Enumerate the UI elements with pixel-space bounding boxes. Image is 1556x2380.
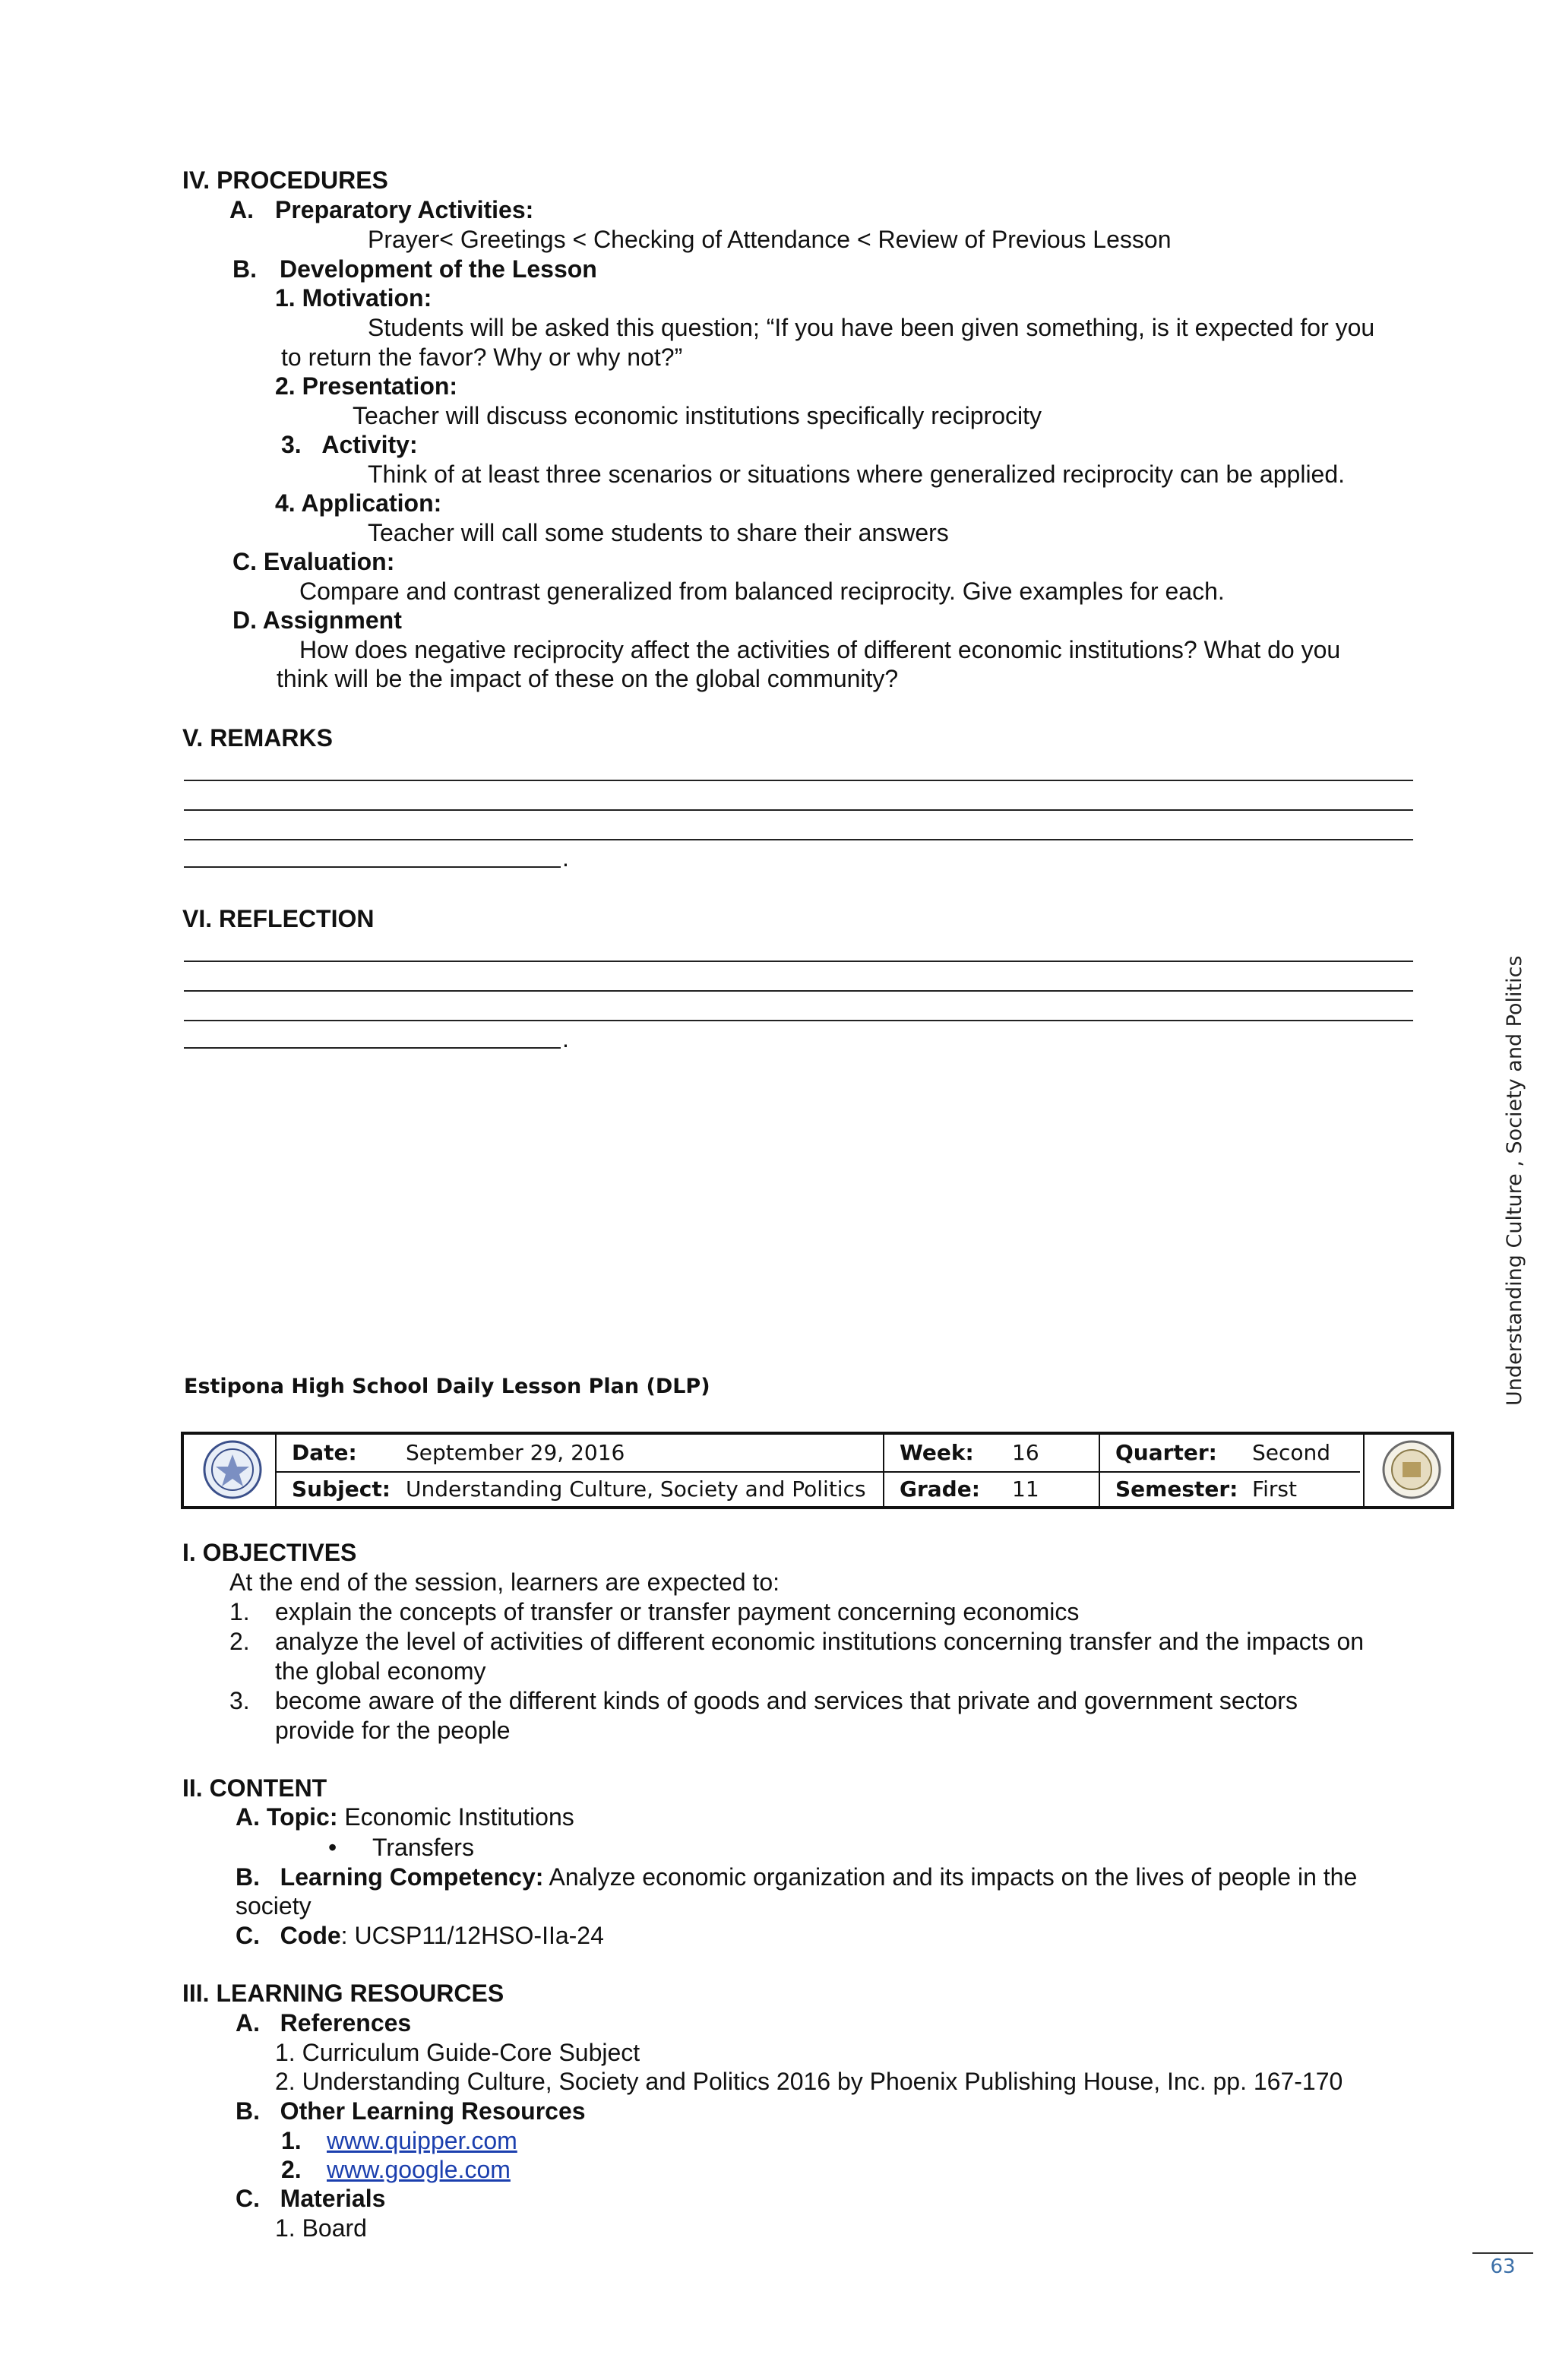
objective-item-continued: the global economy <box>275 1657 486 1685</box>
development-label: B. <box>232 255 257 283</box>
objective-item: analyze the level of activities of different economic institutions concerning transfer and the impacts on <box>275 1628 1365 1655</box>
remarks-end-mark: . <box>562 844 569 872</box>
assignment-text: How does negative reciprocity affect the activities of different economic institutions? What do you <box>299 636 1341 663</box>
assignment-title: D. Assignment <box>232 606 402 634</box>
motivation-text: Students will be asked this question; “If you have been given something, is it expected for you <box>368 314 1375 341</box>
reflection-line <box>184 1020 1413 1021</box>
code-value: : UCSP11/12HSO-IIa-24 <box>340 1922 604 1949</box>
reflection-line <box>184 990 1413 992</box>
link-number: 1. <box>281 2127 302 2154</box>
procedures-heading: IV. PROCEDURES <box>182 166 388 194</box>
page-number: 63 <box>1490 2255 1516 2278</box>
date-label: Date: <box>292 1440 357 1465</box>
semester-label: Semester: <box>1115 1476 1238 1502</box>
evaluation-title: C. Evaluation: <box>232 548 395 575</box>
reference-item: 1. Curriculum Guide-Core Subject <box>275 2039 640 2066</box>
remarks-line <box>184 866 561 868</box>
google-link[interactable]: www.google.com <box>327 2156 511 2183</box>
references-label: A. References <box>236 2009 412 2037</box>
preparatory-title: Preparatory Activities: <box>275 196 534 223</box>
development-title: Development of the Lesson <box>280 255 597 283</box>
reflection-end-mark: . <box>562 1025 569 1052</box>
materials-label: C. Materials <box>236 2185 386 2212</box>
preparatory-label: A. <box>229 196 254 223</box>
competency-label: B. Learning Competency: <box>236 1863 544 1891</box>
lesson-header-table <box>181 1432 1454 1509</box>
grade-label: Grade: <box>900 1476 980 1502</box>
material-item: 1. Board <box>275 2214 367 2242</box>
other-resources-label: B. Other Learning Resources <box>236 2097 586 2125</box>
quipper-link[interactable]: www.quipper.com <box>327 2127 517 2154</box>
motivation-title: 1. Motivation: <box>275 284 432 312</box>
objective-item: explain the concepts of transfer or transfer payment concerning economics <box>275 1598 1080 1625</box>
objectives-intro: At the end of the session, learners are expected to: <box>229 1568 780 1596</box>
assignment-text-2: think will be the impact of these on the global community? <box>277 665 899 692</box>
topic-bullet-item: Transfers <box>372 1834 474 1861</box>
subject-value: Understanding Culture, Society and Politics <box>406 1476 866 1502</box>
objective-item: become aware of the different kinds of goods and services that private and government sectors <box>275 1687 1298 1714</box>
reference-item: 2. Understanding Culture, Society and Politics 2016 by Phoenix Publishing House, Inc. pp. 167-170 <box>275 2068 1343 2095</box>
objective-number: 1. <box>229 1598 250 1625</box>
objective-number: 2. <box>229 1628 250 1655</box>
code-label: C. Code <box>236 1922 341 1949</box>
activity-text: Think of at least three scenarios or situations where generalized reciprocity can be applied. <box>368 460 1346 488</box>
topic-value: Economic Institutions <box>344 1803 574 1831</box>
content-heading: II. CONTENT <box>182 1774 327 1802</box>
objective-number: 3. <box>229 1687 250 1714</box>
preparatory-text: Prayer< Greetings < Checking of Attendance < Review of Previous Lesson <box>368 226 1172 253</box>
objective-item-continued: provide for the people <box>275 1717 511 1744</box>
subject-label: Subject: <box>292 1476 391 1502</box>
date-value: September 29, 2016 <box>406 1440 625 1465</box>
quarter-label: Quarter: <box>1115 1440 1217 1465</box>
competency-value: Analyze economic organization and its impacts on the lives of people in the <box>549 1863 1358 1891</box>
school-seal-icon <box>1381 1439 1442 1500</box>
presentation-title: 2. Presentation: <box>275 372 458 400</box>
remarks-line <box>184 809 1413 811</box>
reflection-heading: VI. REFLECTION <box>182 905 375 932</box>
objectives-heading: I. OBJECTIVES <box>182 1539 357 1566</box>
sidebar-course-title: Understanding Culture , Society and Politics <box>1503 955 1526 1406</box>
deped-seal-icon <box>202 1439 263 1500</box>
application-title: 4. Application: <box>275 489 442 517</box>
topic-label: A. Topic: <box>236 1803 338 1831</box>
grade-value: 11 <box>1012 1476 1039 1502</box>
reflection-line <box>184 961 1413 962</box>
bullet-icon: • <box>328 1834 337 1861</box>
application-text: Teacher will call some students to share their answers <box>368 519 949 546</box>
remarks-heading: V. REMARKS <box>182 724 333 752</box>
evaluation-text: Compare and contrast generalized from balanced reciprocity. Give examples for each. <box>299 578 1225 605</box>
page-number-rule <box>1472 2252 1533 2254</box>
remarks-line <box>184 839 1413 840</box>
presentation-text: Teacher will discuss economic institutions specifically reciprocity <box>353 402 1042 429</box>
quarter-value: Second <box>1252 1440 1331 1465</box>
link-number: 2. <box>281 2156 302 2183</box>
week-label: Week: <box>900 1440 974 1465</box>
school-plan-title: Estipona High School Daily Lesson Plan (DLP) <box>184 1375 710 1398</box>
reflection-line <box>184 1047 561 1049</box>
semester-value: First <box>1252 1476 1297 1502</box>
motivation-text-2: to return the favor? Why or why not?” <box>281 343 683 371</box>
activity-title: 3. Activity: <box>281 431 418 458</box>
resources-heading: III. LEARNING RESOURCES <box>182 1980 504 2007</box>
competency-value-continued: society <box>236 1892 312 1920</box>
week-value: 16 <box>1012 1440 1039 1465</box>
remarks-line <box>184 780 1413 781</box>
